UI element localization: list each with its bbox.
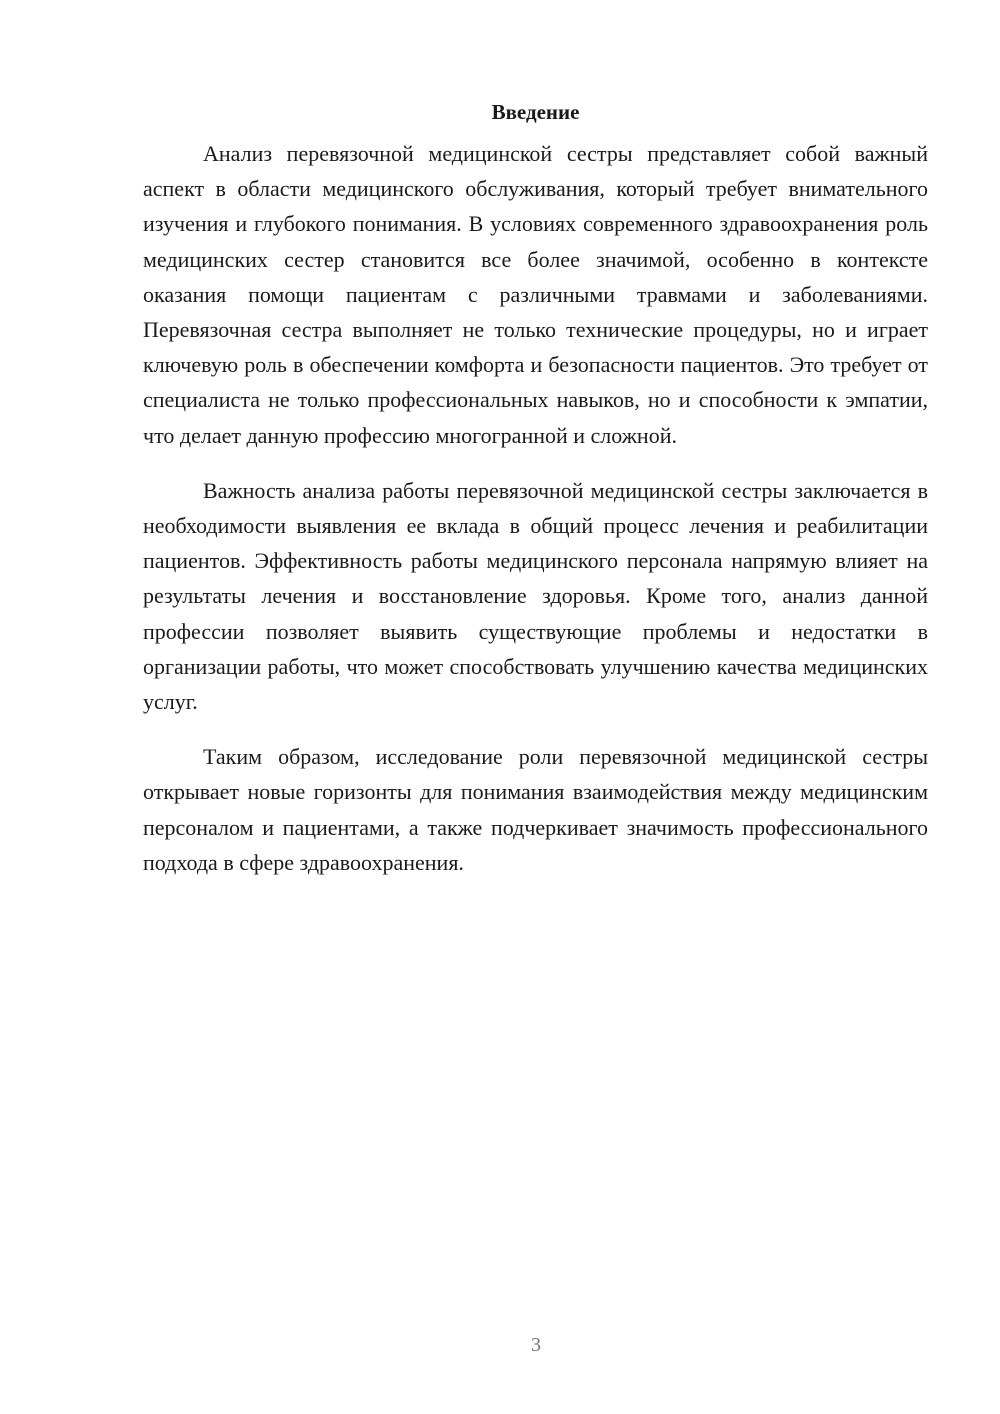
page-content — [143, 98, 928, 900]
paragraph-2: Важность анализа работы перевязочной медицинской сестры заключается в необходимости выявления ее вклада в общий процесс лечения и реабилитации пациентов. Эффективность работы медицинского персонала напрямую влияет на результаты лечения и восстановление здоровья. Кроме того, анализ данной профессии позволяет выявить существующие проблемы и недостатки в организации работы, что может способствовать улучшению качества медицинских услуг. — [143, 477, 928, 715]
section-heading: Введение — [491, 100, 580, 124]
paragraph-1: Анализ перевязочной медицинской сестры представляет собой важный аспект в области медицинского обслуживания, который требует внимательного изучения и глубокого понимания. В условиях современного здравоохранения роль медицинских сестер становится все более значимой, особенно в контексте оказания помощи пациентам с различными травмами и заболеваниями. Перевязочная сестра выполняет не только технические процедуры, но и играет ключевую роль в обеспечении комфорта и безопасности пациентов. Это требует от специалиста не только профессиональных навыков, но и способности к эмпатии, что делает данную профессию многогранной и сложной. — [143, 141, 928, 448]
paragraph-3: Таким образом, исследование роли перевязочной медицинской сестры открывает новые горизонты для понимания взаимодействия между медицинским персоналом и пациентами, а также подчеркивает значимость профессионального подхода в сфере здравоохранения. — [143, 744, 928, 875]
page-number: 3 — [531, 1334, 541, 1356]
